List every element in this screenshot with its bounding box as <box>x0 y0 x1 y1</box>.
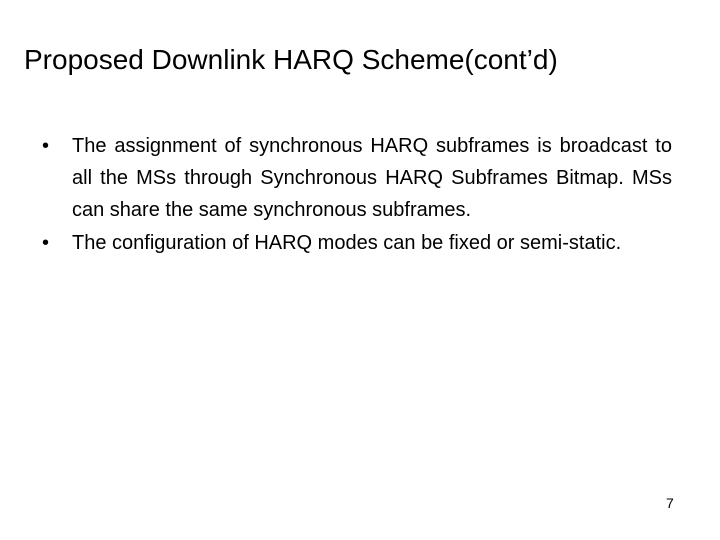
bullet-item-assignment <box>42 130 672 226</box>
bullet-item-configuration <box>42 227 672 259</box>
bullet-text-assignment: The assignment of synchronous HARQ subframes is broadcast to all the MSs through Synchronous HARQ Subframes Bitmap. MSs can share the same synchronous subframes. <box>72 135 672 221</box>
page-number: 7 <box>666 495 674 511</box>
bullet-list <box>42 130 672 259</box>
bullet-icon: • <box>42 135 50 157</box>
slide-title: Proposed Downlink HARQ Scheme(cont’d) <box>24 44 558 75</box>
bullet-icon: • <box>42 232 50 254</box>
bullet-text-configuration: The configuration of HARQ modes can be fixed or semi-static. <box>72 232 622 254</box>
